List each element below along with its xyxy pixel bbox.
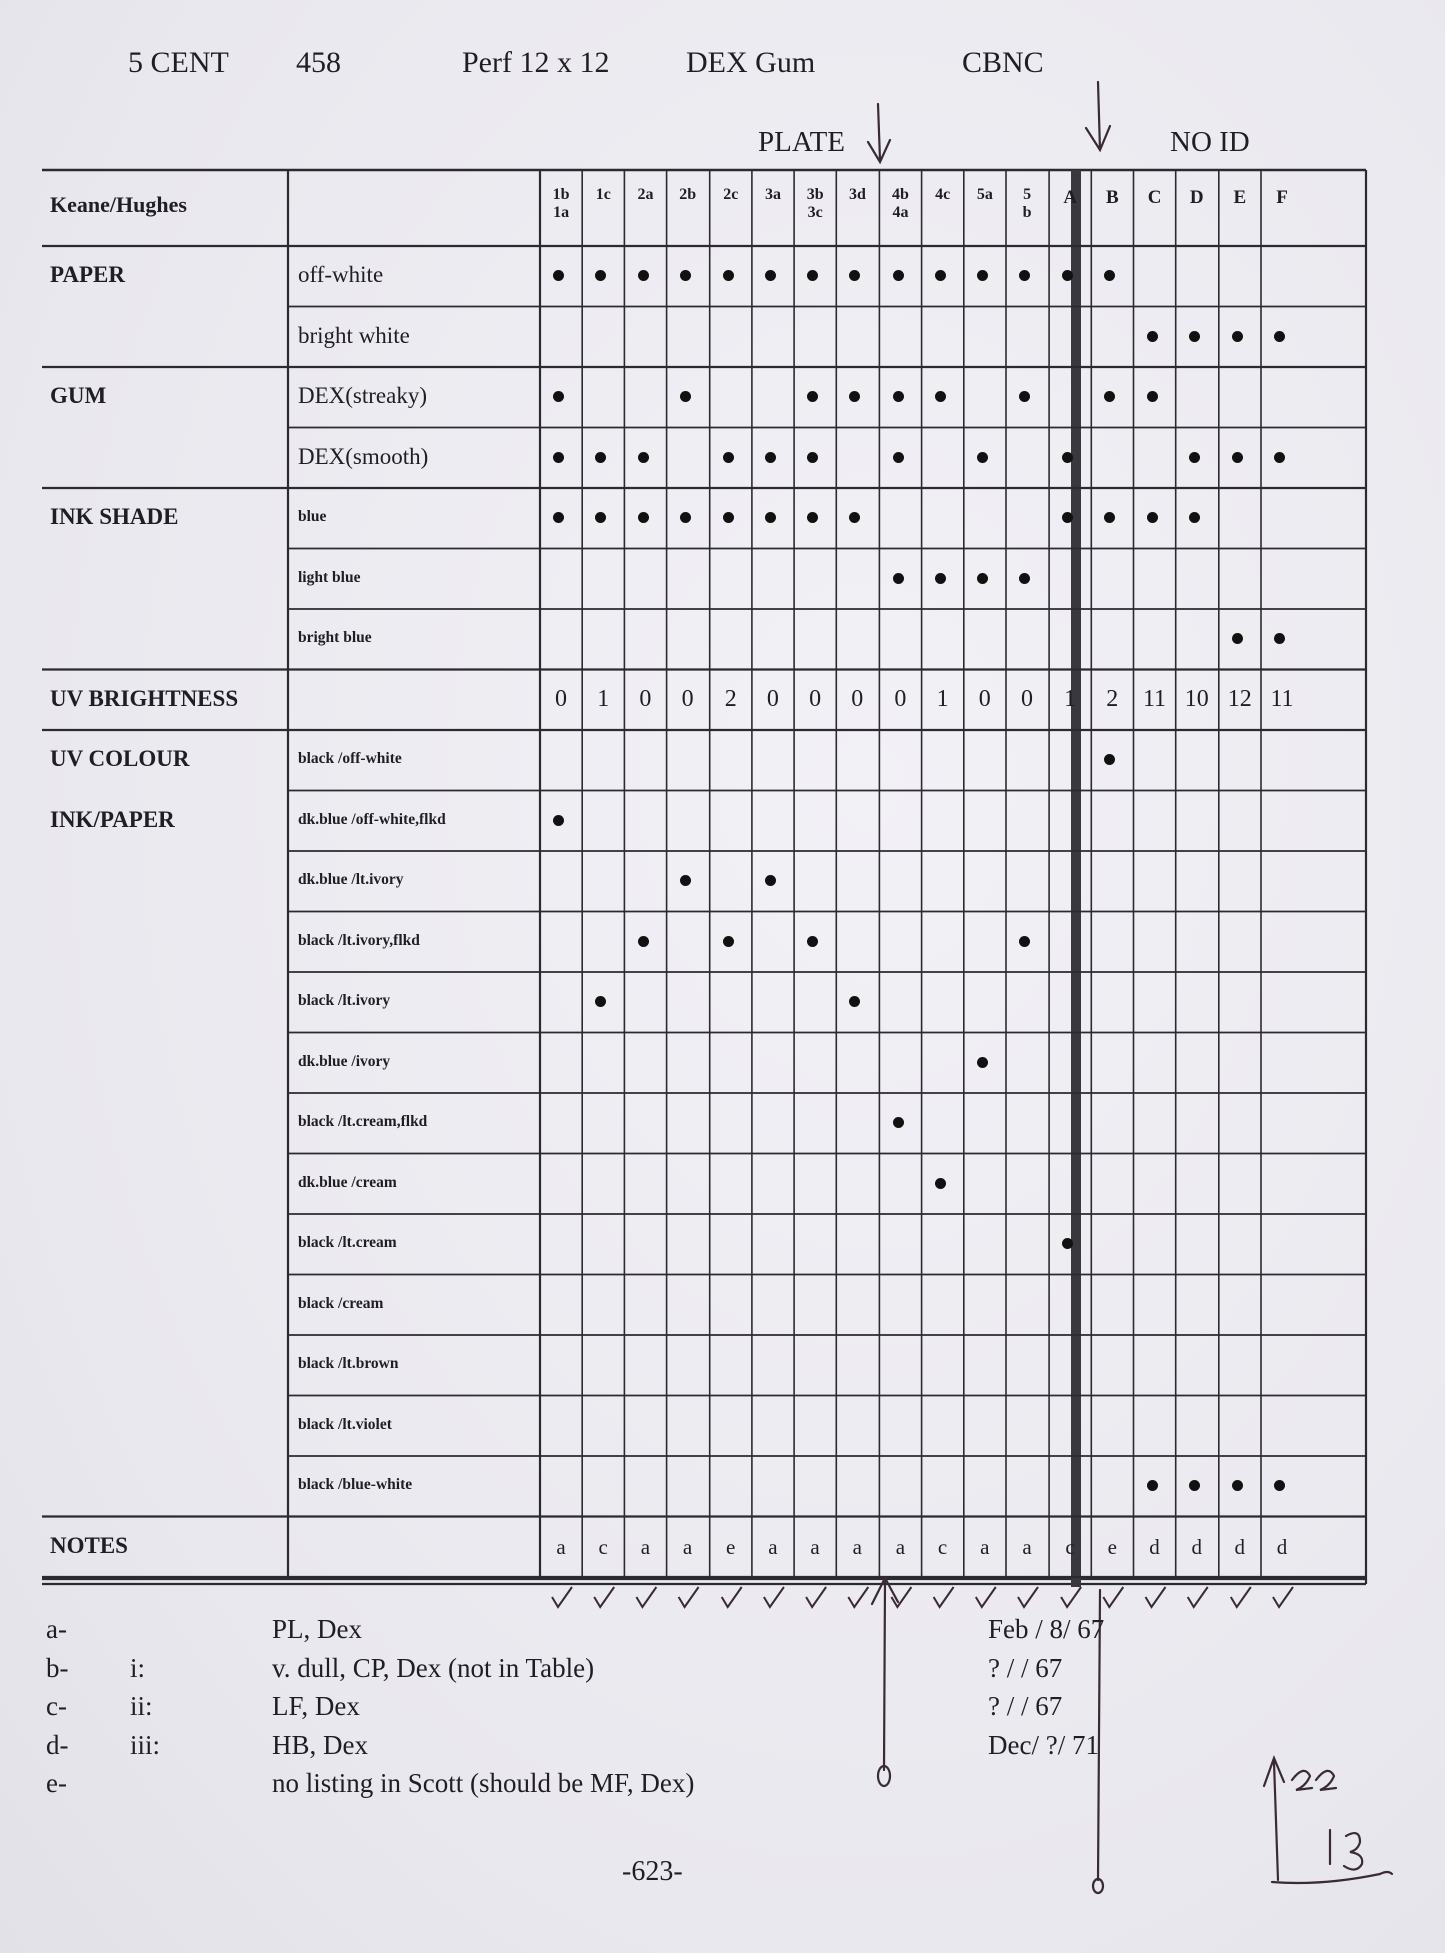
uv-brightness-value: 11 [1142, 685, 1167, 712]
section-label: GUM [50, 383, 107, 408]
gum-type: DEX Gum [686, 46, 816, 79]
uv-brightness-value: 12 [1227, 685, 1252, 712]
section-label: UV BRIGHTNESS [50, 685, 239, 711]
column-header: 3a [764, 186, 781, 203]
note-reference: d [1234, 1534, 1246, 1559]
footnote-text: PL, Dex [272, 1614, 362, 1644]
row-label: black /lt.violet [298, 1415, 392, 1433]
footnote-text: v. dull, CP, Dex (not in Table) [272, 1652, 595, 1683]
note-reference: a [556, 1534, 566, 1559]
column-header: 1b 1a [552, 186, 570, 221]
column-header: D [1189, 187, 1204, 208]
uv-brightness-value: 0 [894, 685, 907, 712]
uv-brightness-value: 2 [724, 685, 737, 712]
row-label: DEX(streaky) [298, 383, 428, 408]
footnote-text: no listing in Scott (should be MF, Dex) [272, 1768, 695, 1798]
column-header: F [1276, 187, 1288, 208]
page-number: -623- [622, 1856, 683, 1887]
row-label: black /blue-white [298, 1476, 413, 1493]
column-header: 5a [976, 186, 993, 203]
footnote-row [0, 1691, 1400, 1725]
row-label: light blue [298, 568, 361, 586]
note-reference: a [1022, 1534, 1032, 1559]
footnote-date: ? / / 67 [988, 1691, 1063, 1721]
footnote-key: e- [46, 1768, 67, 1798]
note-reference: e [1107, 1534, 1117, 1559]
uv-brightness-value: 0 [639, 685, 652, 712]
footnote-subkey: iii: [130, 1729, 161, 1760]
column-header: 5 b [1022, 186, 1032, 221]
pen-scribble-18 [1330, 1830, 1362, 1870]
section-label: NOTES [50, 1532, 128, 1558]
uv-brightness-value: 0 [978, 685, 991, 712]
footnote-text: HB, Dex [272, 1729, 368, 1760]
footnote-row [0, 1730, 1400, 1764]
column-header: 4b 4a [892, 186, 909, 221]
uv-brightness-value: 1 [597, 685, 610, 712]
column-header: 2b [679, 186, 697, 203]
row-label: black /lt.brown [298, 1355, 399, 1372]
note-reference: a [810, 1534, 820, 1559]
section-label-secondary: INK/PAPER [50, 806, 175, 832]
footnote-key: c- [46, 1691, 67, 1721]
row-label: off-white [298, 262, 384, 287]
row-label: dk.blue /cream [298, 1173, 397, 1191]
row-label: blue [298, 508, 327, 525]
row-label: black /lt.ivory [298, 992, 391, 1009]
column-header: 3b 3c [806, 186, 824, 221]
footnote-subkey: i: [130, 1652, 146, 1683]
footnote-row [0, 1614, 1400, 1648]
note-reference: d [1149, 1534, 1160, 1559]
catalogue-number: 458 [296, 46, 341, 79]
row-label: bright white [298, 322, 410, 348]
uv-brightness-value: 11 [1270, 685, 1294, 712]
uv-brightness-value: 0 [809, 685, 822, 712]
column-header: 4c [935, 186, 951, 203]
row-label: black /lt.cream [298, 1234, 397, 1251]
column-header: E [1233, 187, 1247, 208]
note-reference: d [1276, 1534, 1288, 1559]
column-header: 2a [637, 186, 654, 203]
row-label: bright blue [298, 629, 372, 646]
footnote-date: Feb / 8/ 67 [988, 1614, 1105, 1644]
footnote-date: Dec/ ?/ 71 [988, 1729, 1099, 1760]
note-reference: d [1191, 1534, 1202, 1559]
section-label: INK SHADE [50, 504, 179, 529]
footnote-key: b- [46, 1652, 69, 1683]
row-label: dk.blue /lt.ivory [298, 871, 404, 888]
row-label: dk.blue /off-white,flkd [298, 810, 446, 828]
footnote-date: ? / / 67 [988, 1652, 1063, 1683]
note-reference: c [937, 1534, 948, 1559]
note-reference: a [852, 1534, 862, 1559]
footnote-key: d- [46, 1729, 69, 1760]
no-id-group-title: NO ID [1170, 126, 1250, 158]
column-header: A [1063, 187, 1078, 208]
uv-brightness-value: 10 [1184, 685, 1209, 712]
note-reference: a [895, 1534, 906, 1559]
row-label: black /lt.cream,flkd [298, 1113, 428, 1130]
pen-arrow-noid [1086, 82, 1110, 150]
row-label: black /off-white [298, 750, 402, 767]
note-reference: a [768, 1534, 778, 1559]
column-header: B [1106, 187, 1119, 208]
note-reference: c [598, 1534, 608, 1559]
footnote-text: LF, Dex [272, 1691, 360, 1721]
row-label: black /lt.ivory,flkd [298, 931, 420, 949]
uv-brightness-value: 1 [936, 685, 949, 712]
pen-underline [1272, 1872, 1392, 1883]
uv-brightness-value: 0 [851, 685, 864, 712]
note-reference: a [640, 1534, 651, 1559]
row-label: black /cream [298, 1294, 384, 1312]
note-reference: a [682, 1534, 693, 1559]
column-header: 2c [723, 186, 739, 203]
uv-brightness-value: 0 [555, 685, 567, 712]
corner-label: Keane/Hughes [50, 192, 187, 217]
section-label: UV COLOUR [50, 746, 190, 771]
column-header: 3d [848, 186, 866, 203]
note-reference: e [726, 1534, 736, 1559]
footnote-row [0, 1768, 1400, 1802]
column-header: 1c [595, 186, 611, 203]
uv-brightness-value: 0 [681, 685, 694, 712]
section-label: PAPER [50, 262, 125, 287]
row-label: DEX(smooth) [298, 443, 429, 469]
row-label: dk.blue /ivory [298, 1052, 391, 1070]
pen-arrow-plate [868, 104, 890, 162]
perforation: Perf 12 x 12 [462, 46, 610, 79]
uv-brightness-value: 1 [1064, 685, 1077, 712]
printer: CBNC [962, 46, 1044, 79]
note-reference: c [1065, 1534, 1075, 1559]
column-header: C [1147, 187, 1162, 208]
note-reference: a [980, 1534, 990, 1559]
uv-brightness-value: 0 [766, 685, 779, 712]
footnote-row [0, 1653, 1400, 1687]
denomination: 5 CENT [128, 46, 229, 79]
footnote-subkey: ii: [130, 1691, 153, 1721]
uv-brightness-value: 0 [1021, 685, 1033, 712]
plate-group-title: PLATE [758, 126, 845, 158]
footnote-key: a- [46, 1614, 67, 1644]
uv-brightness-value: 2 [1106, 685, 1119, 712]
